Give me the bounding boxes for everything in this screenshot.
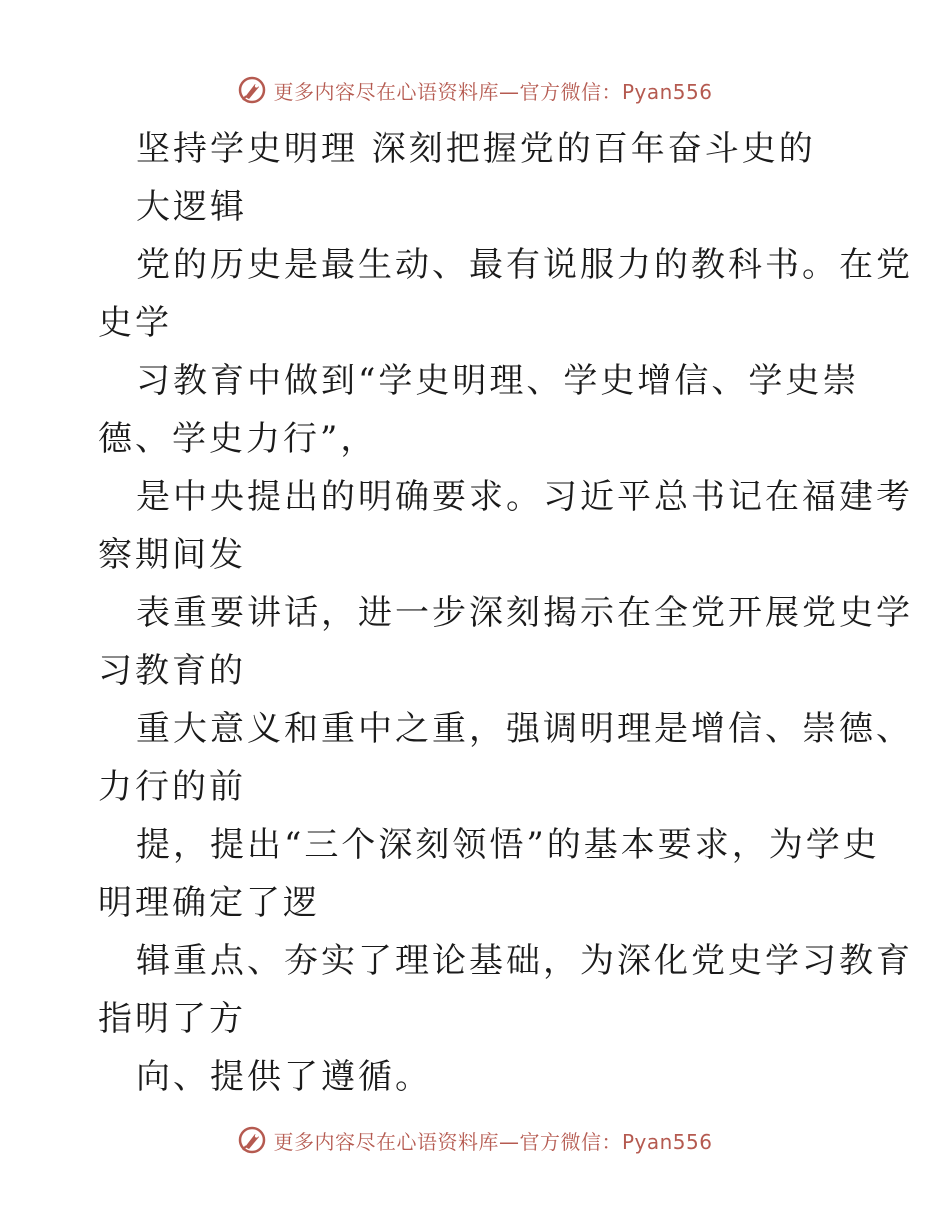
text-line: 重大意义和重中之重，强调明理是增信、崇德、 xyxy=(136,709,913,749)
text-line: 是中央提出的明确要求。习近平总书记在福建考 xyxy=(136,477,913,517)
text-line: 力行的前 xyxy=(98,767,246,807)
document-body xyxy=(98,120,913,1106)
text-line: 德、学史力行”， xyxy=(98,419,378,459)
text-line: 察期间发 xyxy=(98,535,246,575)
title-line-2: 大逻辑 xyxy=(136,187,247,227)
text-line: 习教育中做到“学史明理、学史增信、学史崇 xyxy=(136,361,860,401)
text-line: 党的历史是最生动、最有说服力的教科书。在党 xyxy=(136,245,913,285)
text-line: 习教育的 xyxy=(98,651,246,691)
text-line: 史学 xyxy=(98,303,172,343)
text-line: 表重要讲话，进一步深刻揭示在全党开展党史学 xyxy=(136,593,913,633)
title-line-1: 坚持学史明理 深刻把握党的百年奋斗史的 xyxy=(136,129,816,169)
text-line: 辑重点、夯实了理论基础，为深化党史学习教育 xyxy=(136,941,913,981)
text-line: 明理确定了逻 xyxy=(98,883,320,923)
pen-nib-logo-icon xyxy=(237,1125,267,1155)
pen-nib-logo-icon xyxy=(237,75,267,105)
header-watermark-banner xyxy=(0,70,950,110)
footer-watermark-banner xyxy=(0,1120,950,1160)
watermark-text: 更多内容尽在心语资料库—官方微信：Pyan556 xyxy=(273,79,713,104)
watermark-text: 更多内容尽在心语资料库—官方微信：Pyan556 xyxy=(273,1129,713,1154)
text-line: 向、提供了遵循。 xyxy=(136,1057,432,1097)
text-line: 提，提出“三个深刻领悟”的基本要求，为学史 xyxy=(136,825,880,865)
text-line: 指明了方 xyxy=(98,999,246,1039)
